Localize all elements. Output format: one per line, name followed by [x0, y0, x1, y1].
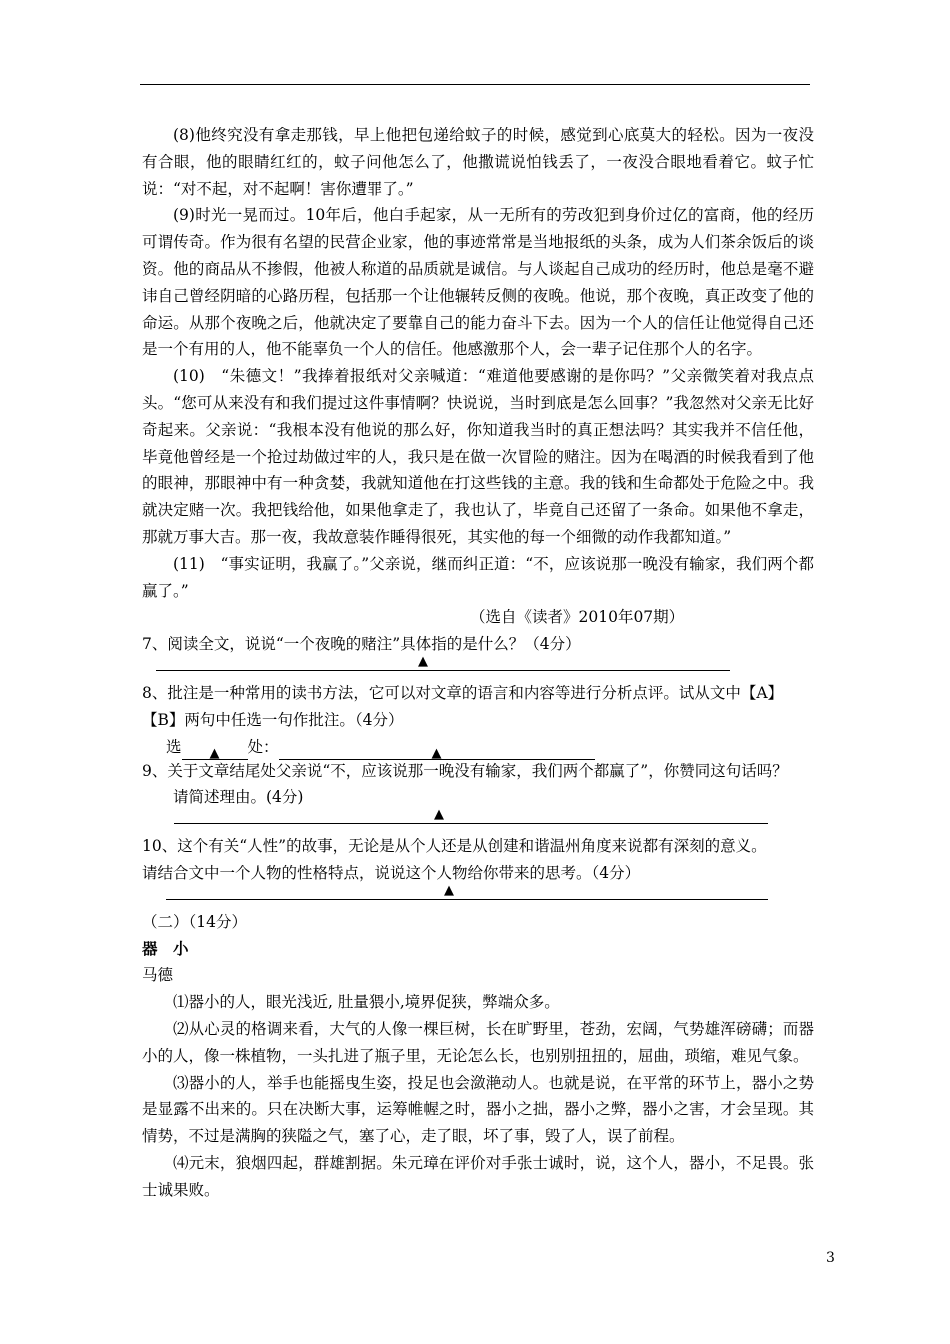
- question-7: 7、阅读全文，说说“一个夜晚的赌注”具体指的是什么？（4分）: [142, 635, 581, 654]
- story-paragraph-9: (9)时光一晃而过。10年后，他白手起家，从一无所有的劳改犯到身价过亿的富商，他的经历可谓传奇。作为很有名望的民营企业家，他的事迹常常是当地报纸的头条，成为人们茶余饭后的谈资。他的商品从不掺假，他被人称道的品质就是诚信。与人谈起自己成功的经历时，他总是毫不避讳自己曾经阴暗的心路历程，包括那一个让他辗转反侧的夜晚。他说，那个夜晚，真正改变了他的命运。从那个夜晚之后，他就决定了要靠自己的能力奋斗下去。因为一个人的信任让他觉得自己还是一个有用的人，他不能辜负一个人的信任。他感激那个人，会一辈子记住那个人的名字。: [142, 206, 814, 359]
- essay-paragraph-3: ⑶器小的人，举手也能摇曳生姿，投足也会潋滟动人。也就是说，在平常的环节上，器小之势是显露不出来的。只在决断大事，运筹帷幄之时，器小之拙，器小之弊，器小之害，才会呈现。其情势，不过是满胸的狭隘之气，塞了心，走了眼，坏了事，毁了人，误了前程。: [142, 1073, 814, 1146]
- answer-marker-icon: ▲: [431, 746, 442, 762]
- question-9-line2: 请简述理由。(4分): [173, 788, 304, 807]
- answer-marker-icon: ▲: [209, 746, 220, 762]
- answer-marker-icon: ▲: [444, 882, 454, 898]
- essay-title: 器 小: [142, 938, 189, 958]
- story-paragraph-11: (11) “事实证明，我赢了。”父亲说，继而纠正道：“不，应该说那一晚没有输家，我们两个都赢了。”: [142, 554, 814, 600]
- essay-paragraph-1: ⑴器小的人，眼光浅近, 肚量猥小,境界促狭，弊端众多。: [173, 993, 560, 1012]
- question-9-line1: 9、关于文章结尾处父亲说“不，应该说那一晚没有输家，我们两个都赢了”，你赞同这句话吗？: [142, 761, 788, 780]
- story-paragraph-8: (8)他终究没有拿走那钱，早上他把包递给蚊子的时候，感觉到心底莫大的轻松。因为一夜没有合眼，他的眼睛红红的，蚊子问他怎么了，他撒谎说怕钱丢了，一夜没合眼地看着它。蚊子忙说：“对不起，对不起啊！害你遭罪了。”: [142, 126, 814, 198]
- answer-line-10[interactable]: [142, 882, 814, 907]
- answer-marker-icon: ▲: [434, 807, 444, 823]
- header-rule: [140, 84, 810, 85]
- page-number: 3: [826, 1250, 835, 1266]
- pick-blank[interactable]: [182, 741, 248, 760]
- document-body: [142, 122, 814, 1203]
- answer-rule: [166, 899, 768, 900]
- essay-paragraph-4: ⑷元末，狼烟四起，群雄割据。朱元璋在评价对手张士诚时，说，这个人，器小，不足畏。张士诚果败。: [142, 1153, 814, 1199]
- place-label: 处：: [247, 737, 279, 756]
- answer-marker-icon: ▲: [418, 653, 428, 669]
- question-10-line1: 10、这个有关“人性”的故事，无论是从个人还是从创建和谐温州角度来说都有深刻的意义。: [142, 837, 767, 856]
- essay-author: 马德: [142, 966, 174, 985]
- answer-rule: [156, 670, 730, 671]
- question-10-line2: 请结合文中一个人物的性格特点，说说这个人物给你带来的思考。（4分）: [142, 863, 641, 882]
- answer-rule: [174, 823, 768, 824]
- pick-label: 选: [166, 737, 182, 756]
- answer-line-9[interactable]: [142, 807, 814, 831]
- question-8-line2: 【B】两句中任选一句作批注。（4分）: [142, 710, 404, 729]
- section2-header: （二）（14分）: [142, 912, 247, 931]
- essay-paragraph-2: ⑵从心灵的格调来看，大气的人像一棵巨树，长在旷野里，苍劲，宏阔，气势雄浑磅礴；而器小的人，像一株植物，一头扎进了瓶子里，无论怎么长，也别别扭扭的，屈曲，琐缩，难见气象。: [142, 1019, 814, 1065]
- source-citation: （选自《读者》2010年07期）: [470, 608, 685, 627]
- story-paragraph-10: (10) “朱德文！”我捧着报纸对父亲喊道：“难道他要感谢的是你吗？”父亲微笑着对我点点头。“您可从来没有和我们提过这件事情啊？快说说，当时到底是怎么回事？”我忽然对父亲无比好奇起来。父亲说：“我根本没有他说的那么好，你知道我当时的真正想法吗？其实我并不信任他，毕竟他曾经是一个抢过劫做过牢的人，我只是在做一次冒险的赌注。因为在喝酒的时候我看到了他的眼神，那眼神中有一种贪婪，我就知道他在打这些钱的主意。我的钱和生命都处于危险之中。我就决定赌一次。我把钱给他，如果他拿走了，我也认了，毕竟自己还留了一条命。如果他不拿走，那就万事大吉。那一夜，我故意装作睡得很死，其实他的每一个细微的动作我都知道。”: [142, 367, 814, 546]
- annotation-blank[interactable]: [279, 741, 595, 760]
- question-8-answer-row: [142, 734, 814, 762]
- question-8-line1: 8、批注是一种常用的读书方法，它可以对文章的语言和内容等进行分析点评。试从文中【A】: [142, 683, 784, 702]
- answer-line-7[interactable]: [142, 653, 814, 678]
